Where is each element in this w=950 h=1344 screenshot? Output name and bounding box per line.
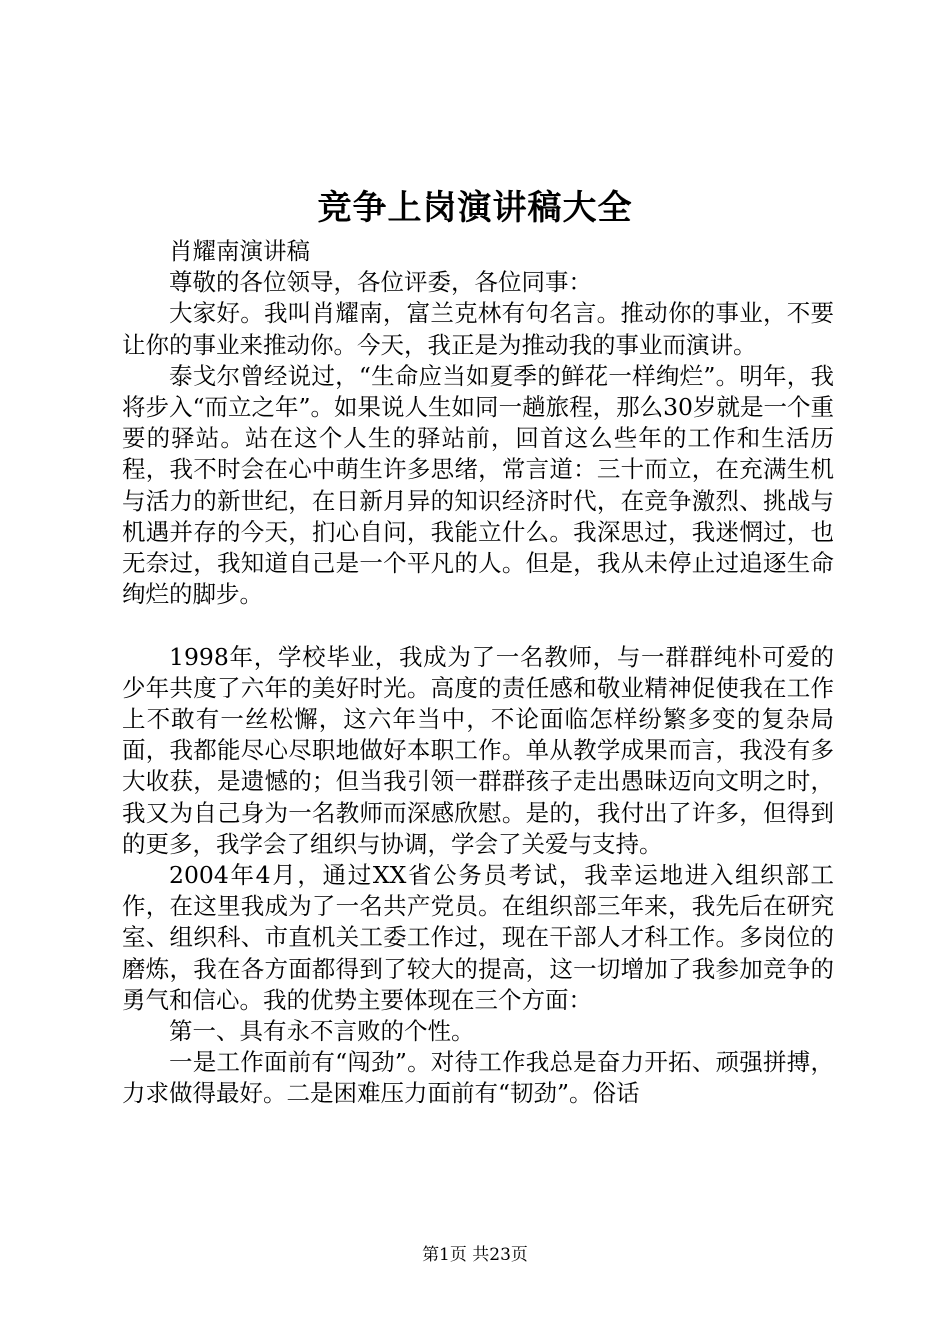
document-title: 竞争上岗演讲稿大全 [317, 188, 633, 228]
paragraph-author: 肖耀南演讲稿 [169, 237, 310, 265]
paragraph-1998: 1998年，学校毕业，我成为了一名教师，与一群群纯朴可爱的少年共度了六年的美好时光。高度的责任感和敬业精神促使我在工作上不敢有一丝松懈，这六年当中，不论面临怎样纷繁多变的复杂局面，我都能尽心尽职地做好本职工作。单从教学成果而言，我没有多大收获，是遗憾的；但当我引领一群群孩子走出愚昧迈向文明之时，我又为自己身为一名教师而深感欣慰。是的，我付出了许多，但得到的更多，我学会了组织与协调，学会了关爱与支持。 [122, 642, 834, 858]
paragraph-first-point: 第一、具有永不言败的个性。 [169, 1017, 475, 1046]
paragraph-detail: 一是工作面前有“闯劲”。对待工作我总是奋力开拓、顽强拼搏，力求做得最好。二是困难压力面前有“韧劲”。俗话 [122, 1048, 834, 1108]
paragraph-tagore: 泰戈尔曾经说过，“生命应当如夏季的鲜花一样绚烂”。明年，我将步入“而立之年”。如果说人生如同一趟旅程，那么30岁就是一个重要的驿站。站在这个人生的驿站前，回首这么些年的工作和生活历程，我不时会在心中萌生许多思绪，常言道：三十而立，在充满生机与活力的新世纪，在日新月异的知识经济时代，在竞争激烈、挑战与机遇并存的今天，扪心自问，我能立什么。我深思过，我迷惘过，也无奈过，我知道自己是一个平凡的人。但是，我从未停止过追逐生命绚烂的脚步。 [122, 361, 834, 609]
paragraph-salutation: 尊敬的各位领导，各位评委，各位同事： [169, 268, 592, 297]
paragraph-intro: 大家好。我叫肖耀南，富兰克林有句名言。推动你的事业，不要让你的事业来推动你。今天，我正是为推动我的事业而演讲。 [122, 299, 834, 359]
document-body [122, 236, 834, 1110]
paragraph-2004: 2004年4月，通过XX省公务员考试，我幸运地进入组织部工作，在这里我成为了一名共产党员。在组织部三年来，我先后在研究室、组织科、市直机关工委工作过，现在干部人才科工作。多岗位的磨炼，我在各方面都得到了较大的提高，这一切增加了我参加竞争的勇气和信心。我的优势主要体现在三个方面： [122, 861, 834, 1014]
page-footer: 第1页 共23页 [422, 1245, 528, 1265]
